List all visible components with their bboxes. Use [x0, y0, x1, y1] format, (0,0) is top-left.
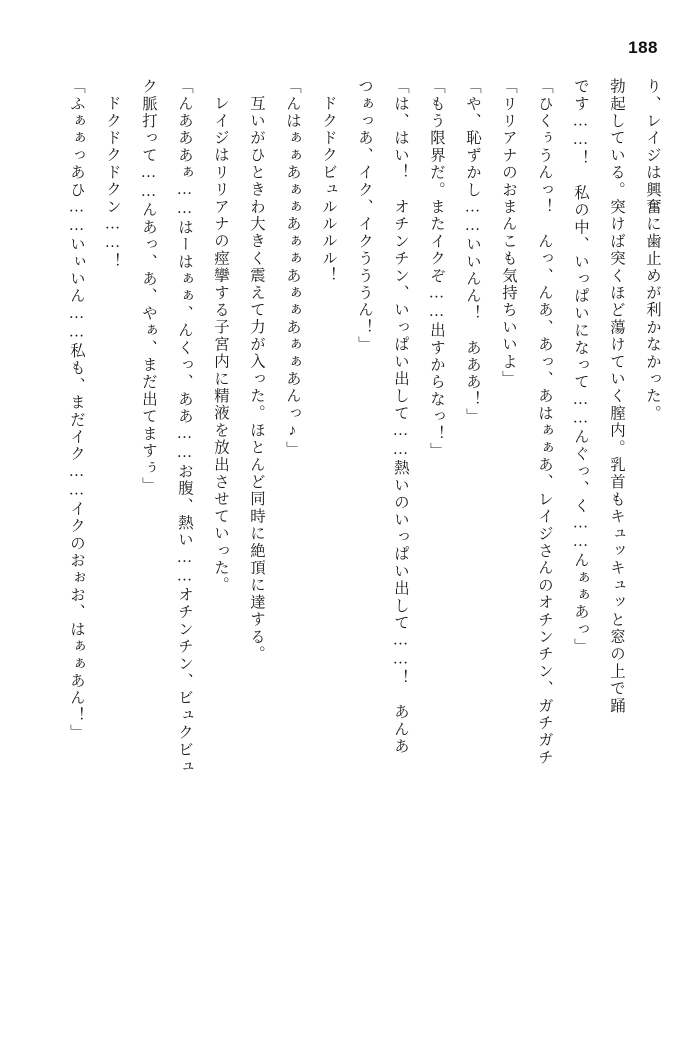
- text-line: ク脈打って……んあっ、あ、やぁ、まだ出てますぅ」: [140, 78, 157, 494]
- text-line: ドクドクドクン……！: [104, 95, 121, 271]
- text-line: 互いがひときわ大きく震えて力が入った。ほとんど同時に絶頂に達する。: [248, 95, 265, 663]
- page-number: 188: [628, 38, 658, 57]
- text-line: 「ひくぅうんっ！ んっ、んあ、あっ、あはぁぁあ、レイジさんのオチンチン、ガチガチ: [536, 78, 553, 766]
- text-line: 勃起している。突けば突くほど蕩けていく膣内。乳首もキュッキュッと窓の上で踊: [608, 78, 625, 715]
- text-line: 「リリアナのおまんこも気持ちいいよ」: [500, 78, 517, 388]
- text-line: 「んあああぁ……はーはぁぁ、んくっ、ああ……お腹、熱い……オチンチン、ビュクビュ: [176, 78, 193, 776]
- text-line: 「もう限界だ。またイクぞ……出すからなっ！」: [428, 78, 445, 460]
- text-line: です……！ 私の中、いっぱいになって……んぐっ、く……んぁぁあっ」: [572, 78, 589, 656]
- page-body-text: [48, 78, 660, 998]
- text-line: 「ふぁぁっあひ……いぃいん……私も、まだイク……イクのおぉお、はぁぁあん！」: [68, 78, 85, 742]
- text-line: 「は、はい！ オチンチン、いっぱい出して……熱いのいっぱい出して……！ あんあ: [392, 78, 409, 756]
- text-line: り、レイジは興奮に歯止めが利かなかった。: [644, 78, 661, 422]
- text-line: レイジはリリアナの痙攣する子宮内に精液を放出させていった。: [212, 95, 229, 594]
- text-line: 「んはぁぁあぁぁあぁぁあぁぁあぁぁあんっ♪」: [284, 78, 301, 458]
- text-line: 「や、恥ずかし……いいんん！ あああ！」: [464, 78, 481, 426]
- text-line: ドクドクビュルルルル！: [320, 95, 337, 285]
- text-line: つぁっあ、イク、イクうううん！」: [356, 78, 373, 354]
